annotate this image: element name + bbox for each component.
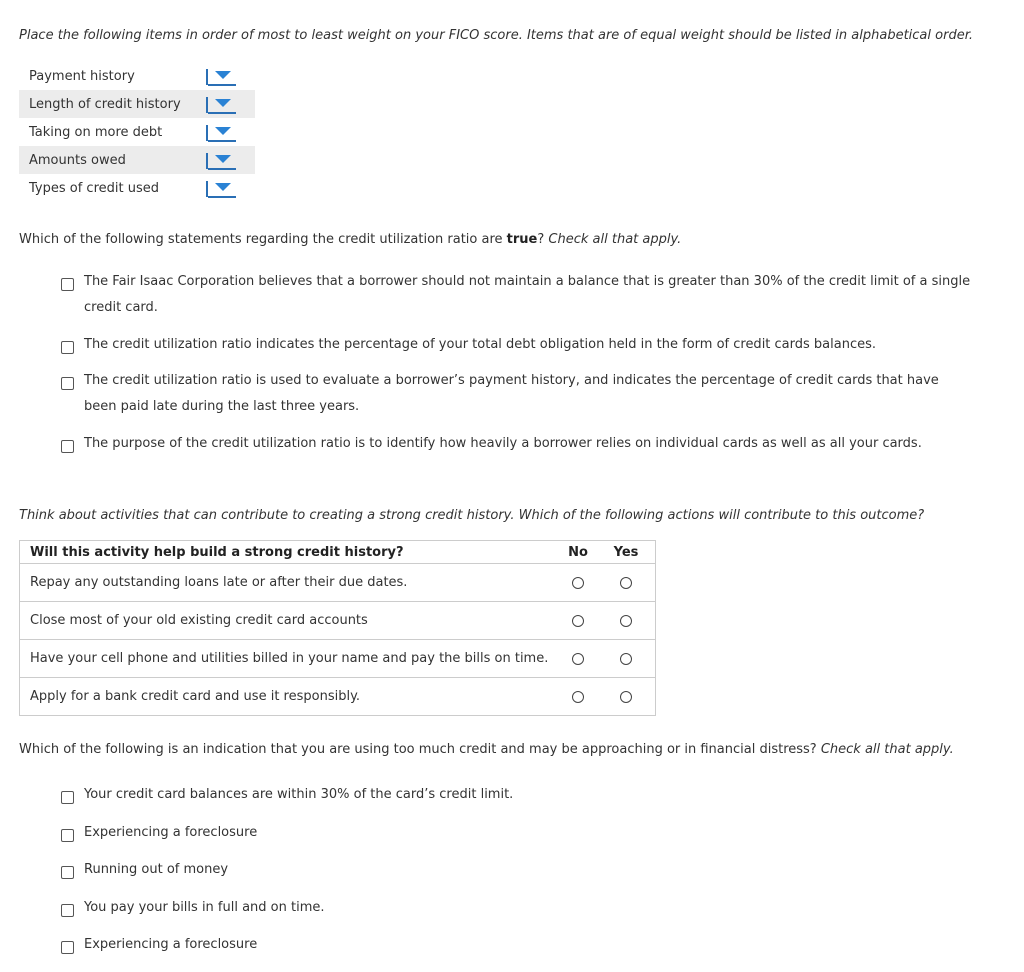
distress-option-3 bbox=[61, 863, 228, 883]
option-label: Experiencing a foreclosure bbox=[84, 825, 258, 840]
ranking-item-label: Amounts owed bbox=[29, 152, 126, 168]
option-label: Running out of money bbox=[84, 862, 229, 877]
checkbox[interactable] bbox=[61, 829, 74, 842]
prompt-text: Which of the following statements regarding the credit utilization ratio are bbox=[19, 232, 507, 247]
option-label: The credit utilization ratio indicates the percentage of your total debt obligation held in the form of credit cards balances. bbox=[84, 337, 877, 352]
financial-distress-prompt bbox=[19, 742, 954, 757]
rank-dropdown[interactable] bbox=[206, 124, 236, 142]
ranking-item-label: Length of credit history bbox=[29, 96, 181, 112]
activity-label: Close most of your old existing credit card accounts bbox=[30, 613, 368, 628]
distress-option-5 bbox=[61, 938, 257, 958]
table-row bbox=[20, 640, 655, 678]
option-label: You pay your bills in full and on time. bbox=[84, 900, 325, 915]
ranking-row-taking-on-more-debt bbox=[19, 118, 255, 146]
radio-yes[interactable] bbox=[620, 691, 632, 703]
distress-option-4 bbox=[61, 901, 325, 921]
credit-history-prompt: Think about activities that can contribute to creating a strong credit history. Which of the following actions will contribute to this outcome? bbox=[19, 508, 925, 523]
rank-dropdown[interactable] bbox=[206, 96, 236, 114]
utilization-option-1 bbox=[61, 275, 971, 321]
utilization-option-4 bbox=[61, 437, 971, 457]
activity-label: Apply for a bank credit card and use it responsibly. bbox=[30, 689, 361, 704]
checkbox[interactable] bbox=[61, 791, 74, 804]
option-label: Experiencing a foreclosure bbox=[84, 937, 258, 952]
table-row bbox=[20, 564, 655, 602]
distress-option-2 bbox=[61, 826, 257, 846]
utilization-option-3 bbox=[61, 374, 971, 420]
radio-no[interactable] bbox=[572, 577, 584, 589]
credit-history-table bbox=[19, 540, 656, 716]
checkbox[interactable] bbox=[61, 440, 74, 453]
ranking-row-amounts-owed bbox=[19, 146, 255, 174]
rank-dropdown[interactable] bbox=[206, 180, 236, 198]
caret-down-icon bbox=[215, 71, 231, 79]
checkbox[interactable] bbox=[61, 941, 74, 954]
caret-down-icon bbox=[215, 183, 231, 191]
option-label: Your credit card balances are within 30% of the card’s credit limit. bbox=[84, 787, 514, 802]
header-no: No bbox=[568, 544, 588, 560]
fico-ranking-list bbox=[19, 62, 255, 202]
radio-no[interactable] bbox=[572, 691, 584, 703]
checkbox[interactable] bbox=[61, 377, 74, 390]
header-activity: Will this activity help build a strong credit history? bbox=[30, 544, 404, 560]
caret-down-icon bbox=[215, 99, 231, 107]
table-row bbox=[20, 602, 655, 640]
ranking-item-label: Taking on more debt bbox=[29, 124, 163, 140]
ranking-item-label: Payment history bbox=[29, 68, 135, 84]
radio-no[interactable] bbox=[572, 653, 584, 665]
rank-dropdown[interactable] bbox=[206, 68, 236, 86]
table-header bbox=[20, 541, 655, 564]
prompt-instruction: Check all that apply. bbox=[548, 232, 682, 247]
rank-dropdown[interactable] bbox=[206, 152, 236, 170]
utilization-ratio-prompt bbox=[19, 232, 681, 247]
prompt-instruction: Check all that apply. bbox=[820, 742, 954, 757]
checkbox[interactable] bbox=[61, 904, 74, 917]
prompt-punctuation: ? bbox=[537, 232, 549, 247]
caret-down-icon bbox=[215, 127, 231, 135]
activity-label: Repay any outstanding loans late or after their due dates. bbox=[30, 575, 408, 590]
radio-no[interactable] bbox=[572, 615, 584, 627]
utilization-option-2 bbox=[61, 338, 971, 358]
checkbox[interactable] bbox=[61, 278, 74, 291]
prompt-text: Which of the following is an indication that you are using too much credit and may be approaching or in financial distress? bbox=[19, 742, 821, 757]
radio-yes[interactable] bbox=[620, 653, 632, 665]
activity-label: Have your cell phone and utilities billed in your name and pay the bills on time. bbox=[30, 651, 549, 666]
ranking-row-types-of-credit-used bbox=[19, 174, 255, 202]
header-yes: Yes bbox=[613, 544, 639, 560]
checkbox[interactable] bbox=[61, 341, 74, 354]
option-label: The credit utilization ratio is used to evaluate a borrower’s payment history, and indicates the percentage of credit cards that have been paid late during the last three years. bbox=[84, 373, 939, 414]
table-row bbox=[20, 678, 655, 715]
checkbox[interactable] bbox=[61, 866, 74, 879]
fico-ranking-prompt: Place the following items in order of most to least weight on your FICO score. Items that are of equal weight should be listed in alphabetical order. bbox=[19, 28, 973, 43]
option-label: The purpose of the credit utilization ratio is to identify how heavily a borrower relies on individual cards as well as all your cards. bbox=[84, 436, 922, 451]
prompt-emphasis: true bbox=[506, 232, 538, 247]
option-label: The Fair Isaac Corporation believes that a borrower should not maintain a balance that is greater than 30% of the credit limit of a single credit card. bbox=[84, 274, 971, 315]
ranking-row-payment-history bbox=[19, 62, 255, 90]
distress-option-1 bbox=[61, 788, 513, 808]
radio-yes[interactable] bbox=[620, 577, 632, 589]
ranking-row-length-of-credit-history bbox=[19, 90, 255, 118]
caret-down-icon bbox=[215, 155, 231, 163]
radio-yes[interactable] bbox=[620, 615, 632, 627]
ranking-item-label: Types of credit used bbox=[29, 180, 159, 196]
